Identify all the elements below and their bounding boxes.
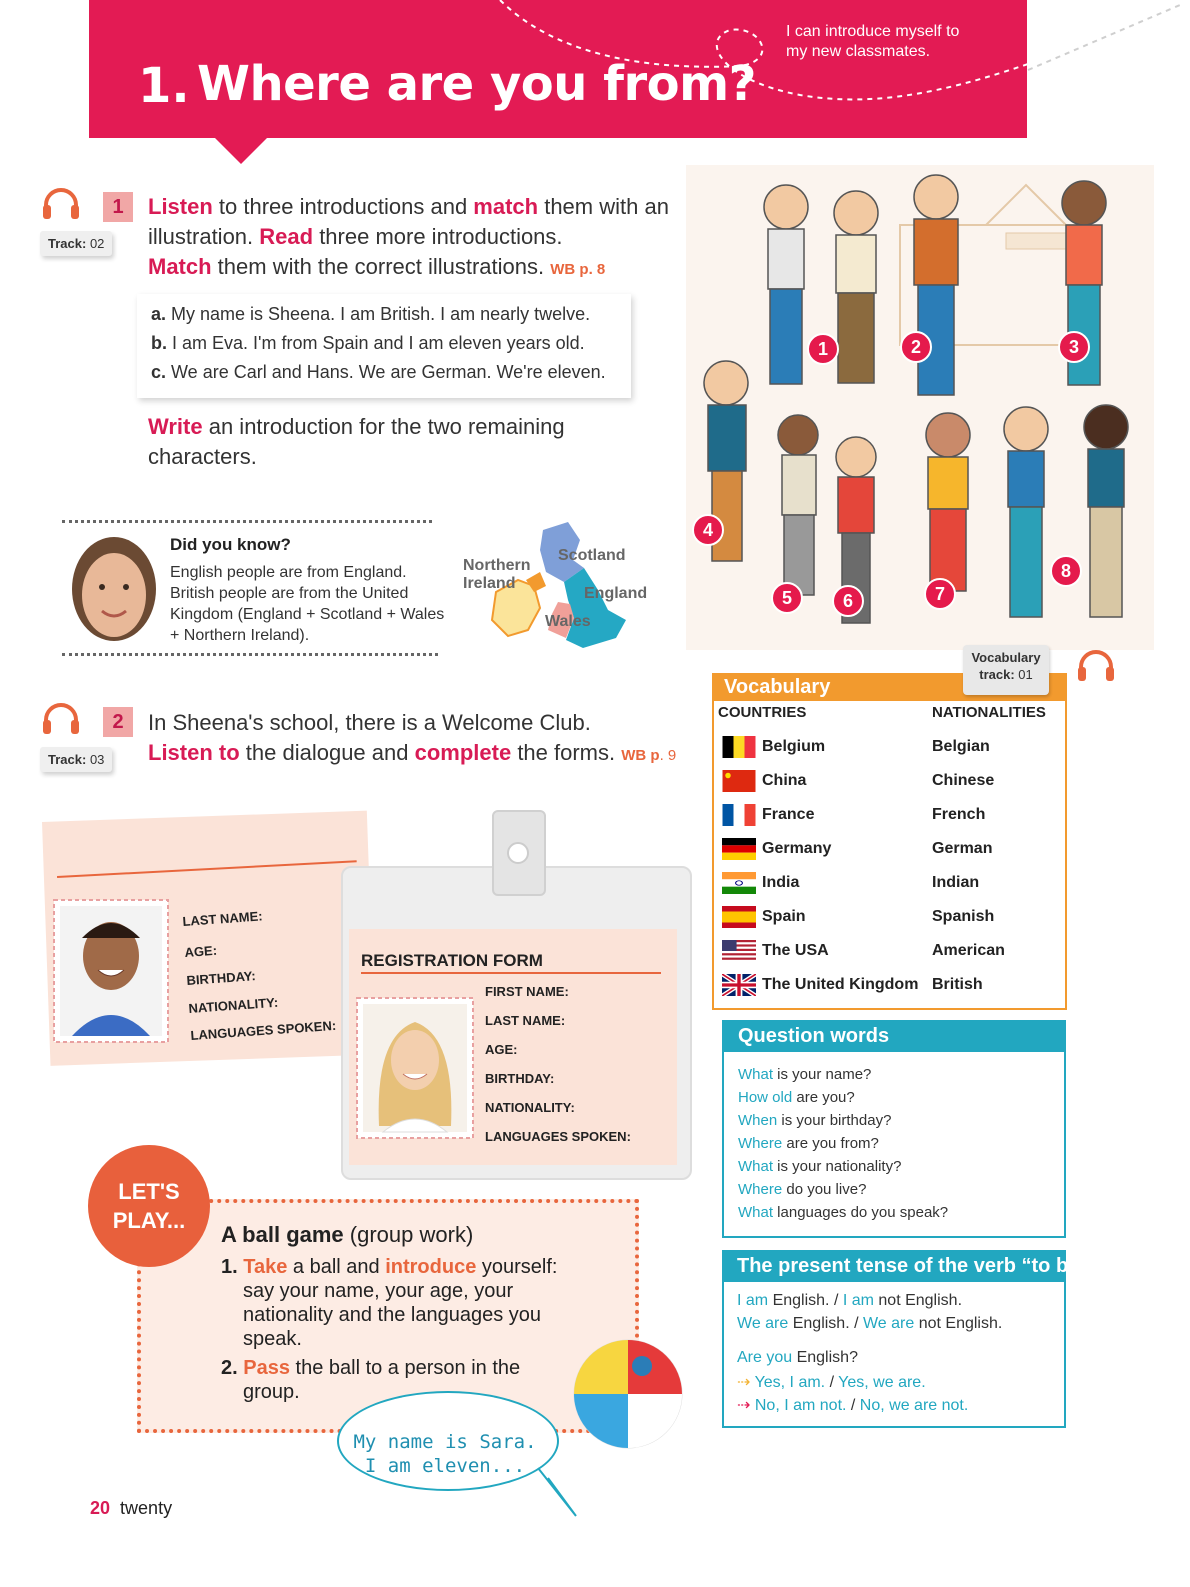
form-rule [361, 972, 661, 974]
form-label-nationality[interactable]: NATIONALITY: [188, 994, 279, 1016]
lesson-objective: I can introduce myself to my new classmates. [786, 23, 960, 60]
girl-photo [70, 533, 158, 643]
exercise-number: 1 [103, 192, 133, 222]
headphones-icon[interactable] [41, 185, 81, 221]
map-label-wales: Wales [545, 613, 591, 630]
vocab-row-belgium: Belgium Belgian [722, 736, 1052, 766]
game-step-2-cont: group. [243, 1381, 300, 1403]
spain-flag-icon [722, 906, 756, 928]
form-label-birthday[interactable]: BIRTHDAY: [485, 1071, 555, 1086]
belgium-flag-icon [722, 736, 756, 758]
game-step-1-cont: say your name, your age, your [243, 1280, 514, 1302]
game-step-1: 1. Take a ball and introduce yourself: [221, 1256, 558, 1278]
vocabulary-title: Vocabulary [724, 676, 831, 698]
game-step-2: 2. Pass the ball to a person in the [221, 1357, 521, 1379]
vocab-row-uk: The United Kingdom British [722, 974, 1052, 1004]
form-label-age[interactable]: AGE: [184, 942, 218, 960]
write-instruction: Write an introduction for the two remaining characters. [148, 414, 565, 469]
track-tag-02[interactable]: Track: 02 [40, 231, 112, 256]
question-line: How old are you? [738, 1089, 855, 1106]
workbook-ref: WB p. 9 [621, 747, 677, 764]
present-tense-title: The present tense of the verb “to be” [737, 1255, 1090, 1277]
india-flag-icon [722, 872, 756, 894]
map-label-scotland: Scotland [558, 547, 626, 564]
lesson-title: Where are you from? [197, 56, 756, 112]
girl-photo [355, 996, 475, 1140]
boy-photo [52, 898, 170, 1044]
question-line: Where do you live? [738, 1181, 867, 1198]
question-line: What is your nationality? [738, 1158, 902, 1175]
map-label-england: England [584, 585, 648, 602]
uk-flag-icon [722, 974, 756, 996]
form-label-languages[interactable]: LANGUAGES SPOKEN: [485, 1129, 631, 1144]
question-line: When is your birthday? [738, 1112, 892, 1129]
lesson-number: 1. [138, 58, 190, 114]
lets-play-label: LET'S PLAY... [112, 1179, 186, 1233]
character-number: 3 [1058, 331, 1090, 363]
game-title: A ball game (group work) [221, 1222, 474, 1247]
page-number: 20 twenty [90, 1498, 173, 1518]
headphones-icon[interactable] [41, 700, 81, 736]
vocab-row-spain: Spain Spanish [722, 906, 1052, 936]
sentence-c: c. We are Carl and Hans. We are German. We're eleven. [151, 362, 606, 382]
sentence-a: a. My name is Sheena. I am British. I am nearly twelve. [151, 304, 591, 324]
grammar-line-no: ⇢ No, I am not. / No, we are not. [737, 1397, 969, 1414]
did-you-know-text: English people are from England. British people are from the United Kingdom (England + Scotland + Wales + Northern Ireland). [170, 564, 445, 644]
grammar-line: We are English. / We are not English. [737, 1315, 1003, 1332]
usa-flag-icon [722, 940, 756, 962]
grammar-line-yes: ⇢ Yes, I am. / Yes, we are. [737, 1374, 926, 1391]
character-number: 4 [692, 514, 724, 546]
headphones-icon[interactable] [1076, 647, 1116, 683]
workbook-ref: WB p. 8 [550, 261, 606, 278]
did-you-know-title: Did you know? [170, 535, 291, 554]
countries-header: COUNTRIES [718, 704, 807, 721]
students-illustration [686, 165, 1154, 650]
character-number: 8 [1050, 555, 1082, 587]
divider [62, 520, 432, 523]
form-label-last-name[interactable]: LAST NAME: [485, 1013, 566, 1028]
track-tag-03[interactable]: Track: 03 [40, 747, 112, 772]
form-label-nationality[interactable]: NATIONALITY: [485, 1100, 575, 1115]
form-label-age[interactable]: AGE: [485, 1042, 518, 1057]
grammar-line: Are you English? [737, 1349, 858, 1366]
character-number: 1 [807, 333, 839, 365]
question-line: What is your name? [738, 1066, 872, 1083]
speech-bubble-text: My name is Sara. I am eleven... [353, 1431, 537, 1477]
character-number: 7 [924, 578, 956, 610]
vocab-row-china: China Chinese [722, 770, 1052, 800]
exercise1-instructions: Listen to three introductions and match them with an illustration. Read three more introductions. Match them with the correct illustrations. WB p. 8 [148, 194, 669, 279]
students-drawing [686, 165, 1154, 650]
form-label-birthday[interactable]: BIRTHDAY: [186, 968, 257, 988]
character-number: 5 [771, 582, 803, 614]
character-number: 6 [832, 585, 864, 617]
header-notch [215, 138, 267, 164]
france-flag-icon [722, 804, 756, 826]
introductions-box [137, 294, 631, 398]
game-step-1-cont: speak. [243, 1328, 302, 1350]
vocab-row-germany: Germany German [722, 838, 1052, 868]
vocab-row-india: India Indian [722, 872, 1052, 902]
sentence-b: b. I am Eva. I'm from Spain and I am eleven years old. [151, 333, 585, 353]
vocab-row-usa: The USA American [722, 940, 1052, 970]
question-words-title: Question words [738, 1025, 890, 1047]
game-step-1-cont: nationality and the languages you [243, 1304, 542, 1326]
form-label-first-name[interactable]: FIRST NAME: [485, 984, 569, 999]
arrow-right-icon: ⇢ [737, 1374, 751, 1391]
divider [62, 653, 438, 656]
china-flag-icon [722, 770, 756, 792]
registration-form-title: REGISTRATION FORM [361, 951, 543, 970]
arrow-right-icon: ⇢ [737, 1397, 751, 1414]
map-label-northern-ireland: Northern Ireland [463, 557, 531, 592]
question-line: Where are you from? [738, 1135, 879, 1152]
vocab-row-france: France French [722, 804, 1052, 834]
character-number: 2 [900, 331, 932, 363]
form-label-languages[interactable]: LANGUAGES SPOKEN: [190, 1017, 337, 1043]
vocabulary-track-tag[interactable]: Vocabulary track: 01 [963, 645, 1049, 695]
grammar-line: I am English. / I am not English. [737, 1292, 963, 1309]
exercise2-instructions: In Sheena's school, there is a Welcome Club. Listen to the dialogue and complete the forms. WB p. 9 [148, 710, 677, 765]
question-line: What languages do you speak? [738, 1204, 949, 1221]
clip-hole [507, 842, 529, 864]
exercise-number: 2 [103, 707, 133, 737]
beach-ball-icon [570, 1336, 686, 1452]
nationalities-header: NATIONALITIES [932, 704, 1046, 721]
form-label-last-name[interactable]: LAST NAME: [182, 908, 264, 929]
germany-flag-icon [722, 838, 756, 860]
